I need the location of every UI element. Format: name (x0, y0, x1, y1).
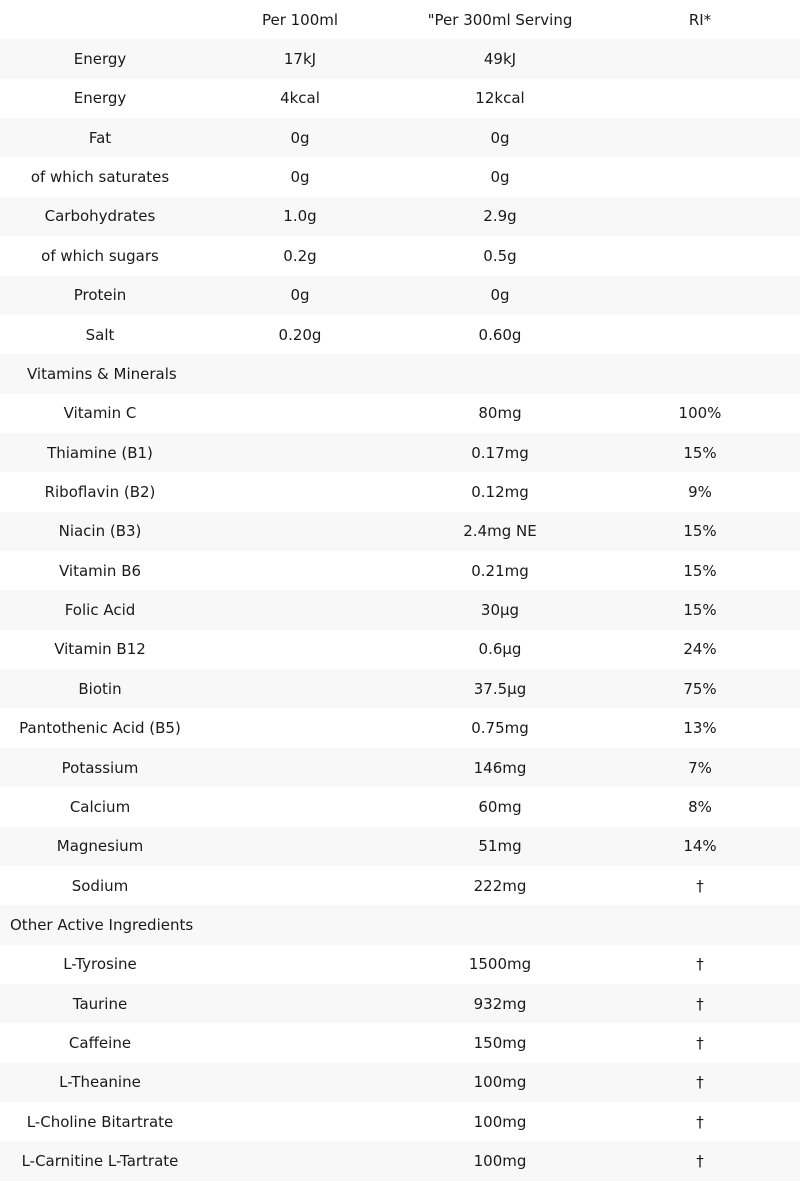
section-label: Other Active Ingredients (10, 915, 194, 934)
per-100ml-cell: 0.20g (278, 325, 322, 344)
ri-cell: 24% (683, 640, 717, 659)
table-row (0, 787, 800, 826)
ri-cell: 15% (683, 561, 717, 580)
header-per-100ml: Per 100ml (261, 10, 339, 29)
nutrient-cell: Pantothenic Acid (B5) (19, 719, 181, 738)
per-300ml-cell: 0.75mg (471, 719, 529, 738)
per-300ml-cell: 30µg (480, 601, 520, 620)
nutrient-cell: Magnesium (56, 837, 144, 856)
nutrient-cell: Protein (73, 286, 127, 305)
nutrient-cell: Energy (73, 50, 127, 69)
ri-cell (600, 197, 800, 236)
table-row (0, 1141, 800, 1180)
empty-cell (400, 354, 600, 393)
per-300ml-cell: 0.60g (478, 325, 522, 344)
table-row (0, 197, 800, 236)
per-100ml-cell (200, 512, 400, 551)
table-row (0, 630, 800, 669)
table-row (0, 708, 800, 747)
per-100ml-cell (200, 1102, 400, 1141)
ri-cell: 75% (683, 679, 717, 698)
nutrient-cell: Thiamine (B1) (47, 443, 153, 462)
ri-cell: 13% (683, 719, 717, 738)
per-100ml-cell: 0g (290, 286, 310, 305)
per-100ml-cell (200, 1141, 400, 1180)
header-reference-intake: RI* (688, 10, 712, 29)
per-300ml-cell: 0g (490, 168, 510, 187)
ri-cell: † (696, 994, 704, 1013)
ri-cell: 9% (688, 482, 712, 501)
per-100ml-cell: 0g (290, 128, 310, 147)
empty-cell (600, 905, 800, 944)
per-300ml-cell: 222mg (473, 876, 527, 895)
per-100ml-cell (200, 748, 400, 787)
per-100ml-cell (200, 590, 400, 629)
table-row (0, 236, 800, 275)
header-per-300ml-serving: "Per 300ml Serving (427, 10, 573, 29)
empty-cell (200, 354, 400, 393)
ri-cell: 8% (688, 797, 712, 816)
per-300ml-cell: 0.21mg (471, 561, 529, 580)
per-100ml-cell (200, 433, 400, 472)
nutrient-cell: L-Tyrosine (63, 955, 137, 974)
per-100ml-cell: 1.0g (283, 207, 317, 226)
per-100ml-cell (200, 827, 400, 866)
table-body (0, 39, 800, 1180)
per-100ml-cell (200, 630, 400, 669)
per-300ml-cell: 12kcal (475, 89, 525, 108)
empty-cell (400, 905, 600, 944)
empty-cell (600, 354, 800, 393)
ri-cell: 14% (683, 837, 717, 856)
nutrient-cell: L-Carnitine L-Tartrate (21, 1152, 179, 1171)
ri-cell (600, 157, 800, 196)
table-row (0, 1063, 800, 1102)
table-row (0, 827, 800, 866)
table-row (0, 39, 800, 78)
table-row (0, 590, 800, 629)
table-row (0, 866, 800, 905)
ri-cell: † (696, 1112, 704, 1131)
table-row (0, 157, 800, 196)
table-row (0, 394, 800, 433)
per-300ml-cell: 100mg (473, 1152, 527, 1171)
nutrient-cell: L-Theanine (59, 1073, 141, 1092)
table-row (0, 433, 800, 472)
empty-cell (200, 905, 400, 944)
table-row (0, 945, 800, 984)
per-100ml-cell (200, 787, 400, 826)
ri-cell (600, 79, 800, 118)
table-row (0, 1102, 800, 1141)
ri-cell: 7% (688, 758, 712, 777)
per-300ml-cell: 49kJ (483, 50, 517, 69)
per-100ml-cell: 0.2g (283, 246, 317, 265)
nutrient-cell: Taurine (72, 994, 128, 1013)
table-row (0, 984, 800, 1023)
table-row (0, 748, 800, 787)
per-100ml-cell (200, 984, 400, 1023)
nutrient-cell: Biotin (78, 679, 122, 698)
nutrient-cell: Vitamin B12 (54, 640, 146, 659)
per-100ml-cell (200, 669, 400, 708)
per-100ml-cell (200, 1063, 400, 1102)
per-300ml-cell: 0.12mg (471, 482, 529, 501)
nutrient-cell: of which saturates (30, 168, 170, 187)
ri-cell (600, 39, 800, 78)
per-300ml-cell: 932mg (473, 994, 527, 1013)
per-300ml-cell: 0.5g (483, 246, 517, 265)
table-row (0, 551, 800, 590)
ri-cell (600, 276, 800, 315)
nutrient-cell: Calcium (69, 797, 131, 816)
per-300ml-cell: 80mg (478, 404, 522, 423)
table-header-row (0, 0, 800, 39)
ri-cell: 15% (683, 601, 717, 620)
section-header-row (0, 354, 800, 393)
ri-cell: † (696, 1073, 704, 1092)
nutrient-cell: Vitamin B6 (58, 561, 142, 580)
per-100ml-cell (200, 1023, 400, 1062)
per-300ml-cell: 100mg (473, 1112, 527, 1131)
nutrient-cell: Potassium (61, 758, 139, 777)
table-row (0, 315, 800, 354)
header-nutrient (0, 0, 200, 39)
nutrient-cell: Folic Acid (64, 601, 136, 620)
per-300ml-cell: 0g (490, 286, 510, 305)
table-row (0, 1023, 800, 1062)
nutrient-cell: Fat (88, 128, 112, 147)
per-300ml-cell: 0g (490, 128, 510, 147)
ri-cell: † (696, 955, 704, 974)
nutrient-cell: Energy (73, 89, 127, 108)
per-300ml-cell: 37.5µg (473, 679, 527, 698)
nutrient-cell: L-Choline Bitartrate (26, 1112, 174, 1131)
nutrient-cell: Vitamin C (63, 404, 137, 423)
per-100ml-cell (200, 866, 400, 905)
table-row (0, 276, 800, 315)
nutrient-cell: Carbohydrates (44, 207, 156, 226)
table-row (0, 669, 800, 708)
table-row (0, 118, 800, 157)
per-300ml-cell: 100mg (473, 1073, 527, 1092)
table-row (0, 79, 800, 118)
table-row (0, 512, 800, 551)
per-100ml-cell (200, 394, 400, 433)
per-100ml-cell: 0g (290, 168, 310, 187)
per-100ml-cell (200, 945, 400, 984)
per-300ml-cell: 0.17mg (471, 443, 529, 462)
ri-cell (600, 236, 800, 275)
ri-cell: 15% (683, 522, 717, 541)
ri-cell: † (696, 1034, 704, 1053)
ri-cell: † (696, 876, 704, 895)
per-100ml-cell: 17kJ (283, 50, 317, 69)
nutrient-cell: Caffeine (68, 1034, 132, 1053)
nutrient-cell: Niacin (B3) (58, 522, 142, 541)
section-label: Vitamins & Minerals (27, 364, 177, 383)
per-300ml-cell: 146mg (473, 758, 527, 777)
ri-cell (600, 315, 800, 354)
per-100ml-cell: 4kcal (280, 89, 320, 108)
ri-cell: 100% (678, 404, 722, 423)
per-100ml-cell (200, 551, 400, 590)
nutrient-cell: Riboflavin (B2) (44, 482, 156, 501)
per-300ml-cell: 2.4mg NE (463, 522, 537, 541)
per-100ml-cell (200, 472, 400, 511)
nutrient-cell: Salt (85, 325, 115, 344)
per-300ml-cell: 51mg (478, 837, 522, 856)
per-300ml-cell: 150mg (473, 1034, 527, 1053)
nutrient-cell: Sodium (71, 876, 129, 895)
ri-cell: 15% (683, 443, 717, 462)
per-300ml-cell: 60mg (478, 797, 522, 816)
per-100ml-cell (200, 708, 400, 747)
table-row (0, 472, 800, 511)
ri-cell (600, 118, 800, 157)
section-header-row (0, 905, 800, 944)
per-300ml-cell: 0.6µg (478, 640, 522, 659)
ri-cell: † (696, 1152, 704, 1171)
nutrient-cell: of which sugars (41, 246, 159, 265)
per-300ml-cell: 2.9g (483, 207, 517, 226)
per-300ml-cell: 1500mg (468, 955, 532, 974)
